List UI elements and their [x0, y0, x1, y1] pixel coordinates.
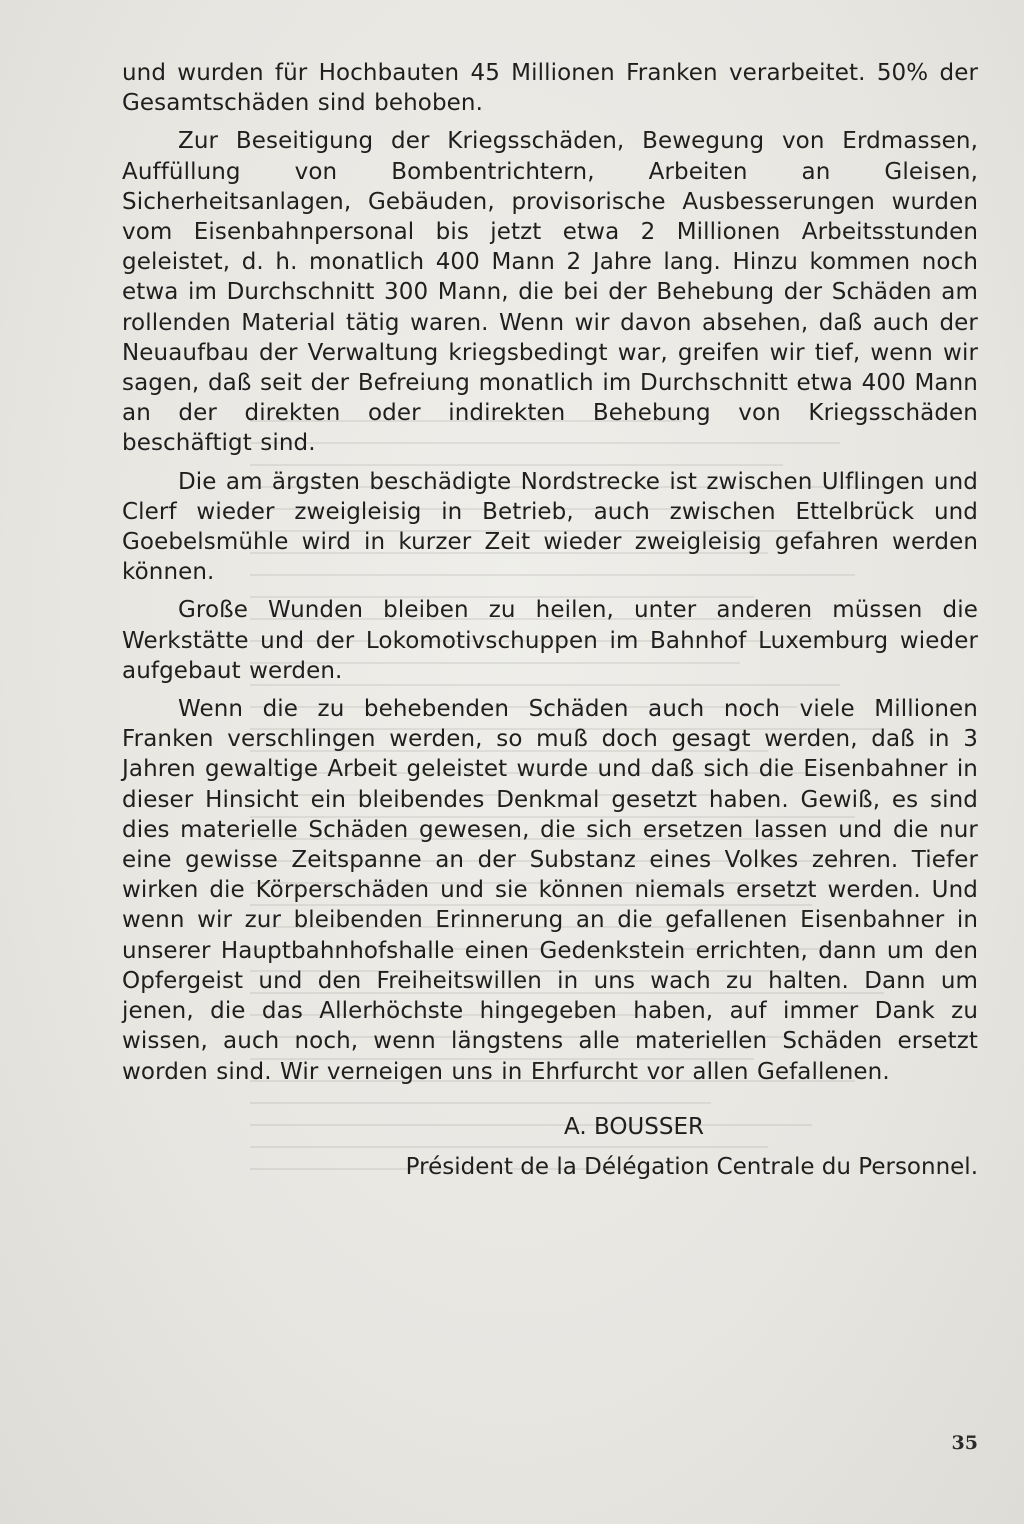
paragraph-5: Wenn die zu behebenden Schäden auch noch viele Millionen Franken verschlingen werden, so muß doch gesagt werden, daß in 3 Jahren gewaltige Arbeit geleistet wurde und daß sich die Eisenbahner in dieser Hinsicht ein bleibendes Denkmal gesetzt haben. Gewiß, es sind dies materielle Schäden gewesen, die sich ersetzen lassen und die nur eine gewisse Zeitspanne an der Substanz eines Volkes zehren. Tiefer wirken die Körperschäden und sie können niemals ersetzt werden. Und wenn wir zur bleibenden Erinnerung an die gefallenen Eisenbahner in unserer Hauptbahnhofshalle einen Gedenkstein errichten, dann um den Opfergeist und den Freiheitswillen in uns wach zu halten. Dann um jenen, die das Allerhöchste hingegeben haben, auf immer Dank zu wissen, auch noch, wenn längstens alle materiellen Schäden ersetzt worden sind. Wir verneigen uns in Ehrfurcht vor allen Gefallenen.	[122, 696, 978, 1085]
paragraph-3: Die am ärgsten beschädigte Nordstrecke ist zwischen Ulflingen und Clerf wieder zweigleisig in Betrieb, auch zwischen Ettelbrück und Goebelsmühle wird in kurzer Zeit wieder zweigleisig gefahren werden können.	[122, 468, 978, 586]
paragraph-4: Große Wunden bleiben zu heilen, unter anderen müssen die Werkstätte und der Lokomotivschuppen im Bahnhof Luxemburg wieder aufgebaut werden.	[122, 597, 978, 684]
signature-name: A. BOUSSER	[564, 1114, 704, 1140]
paragraph-1: und wurden für Hochbauten 45 Millionen Franken verarbeitet. 50% der Gesamtschäden sind behoben.	[122, 60, 978, 117]
signature-title: Président de la Délégation Centrale du Personnel.	[405, 1154, 978, 1180]
page-number: 35	[951, 1432, 978, 1454]
paragraph-2: Zur Beseitigung der Kriegsschäden, Bewegung von Erdmassen, Auffüllung von Bombentrichtern, Arbeiten an Gleisen, Sicherheitsanlagen, Gebäuden, provisorische Ausbesserungen wurden vom Eisenbahnpersonal bis jetzt etwa 2 Millionen Arbeitsstunden geleistet, d. h. monatlich 400 Mann 2 Jahre lang. Hinzu kommen noch etwa im Durchschnitt 300 Mann, die bei der Behebung der Schäden am rollenden Material tätig waren. Wenn wir davon absehen, daß auch der Neuaufbau der Verwaltung kriegsbedingt war, greifen wir tief, wenn wir sagen, daß seit der Befreiung monatlich im Durchschnitt etwa 400 Mann an der direkten oder indirekten Behebung von Kriegsschäden beschäftigt sind.	[122, 128, 978, 457]
article-body	[122, 58, 978, 1095]
